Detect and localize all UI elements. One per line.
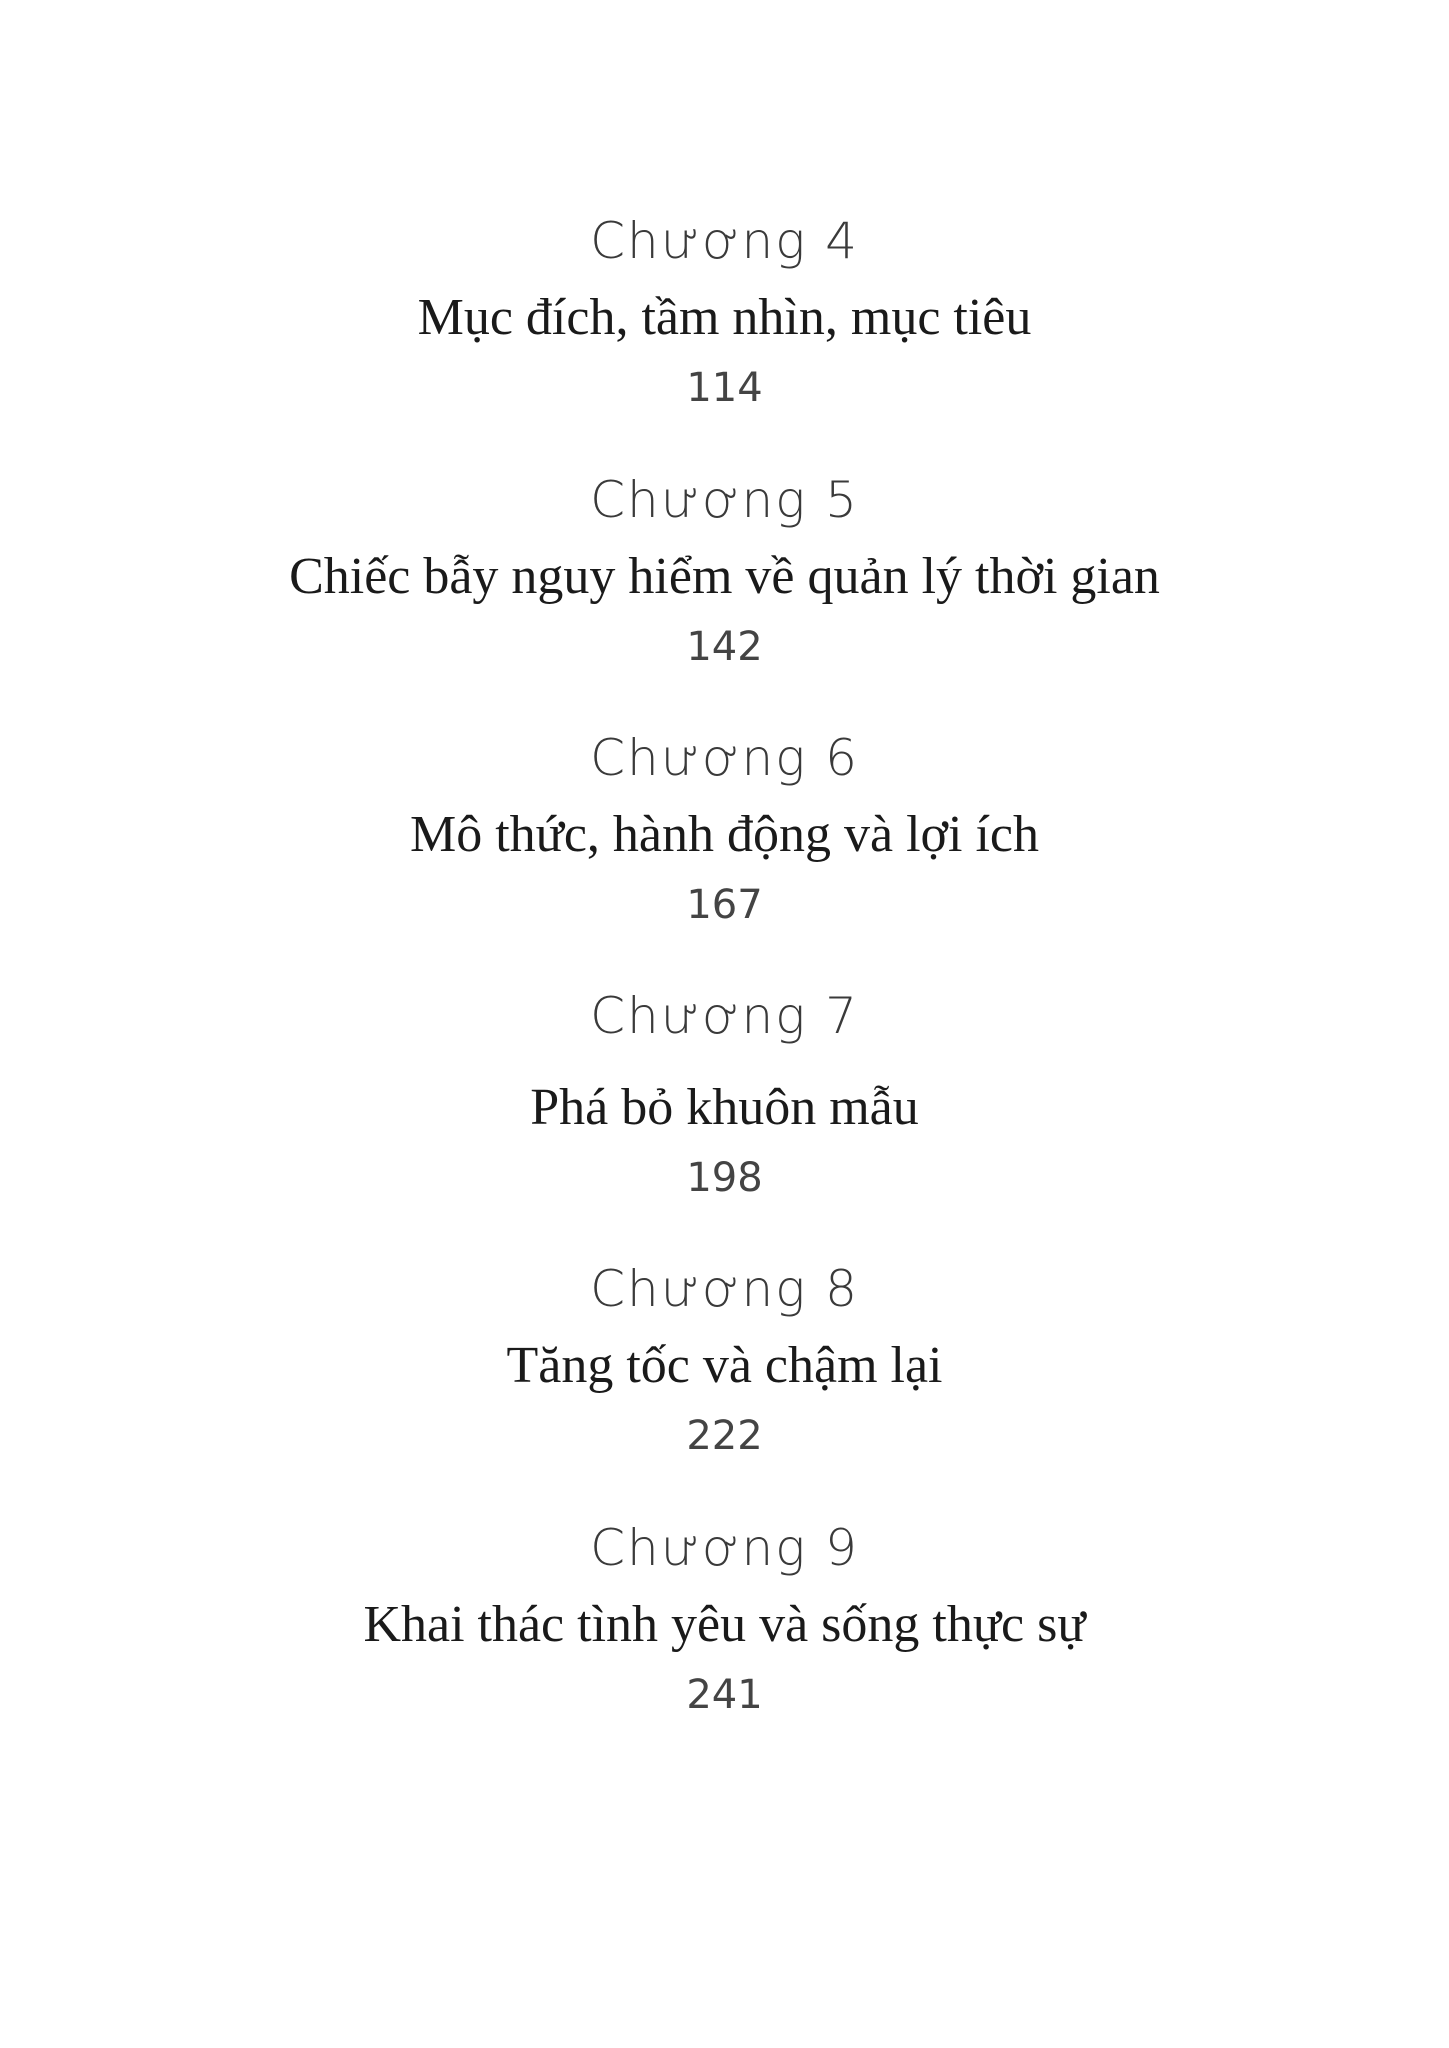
chapter-title: Tăng tốc và chậm lại: [506, 1337, 943, 1394]
chapter-title: Mục đích, tầm nhìn, mục tiêu: [417, 289, 1032, 346]
chapter-page-number: 167: [686, 882, 763, 928]
chapter-label: Chương 7: [590, 987, 859, 1045]
chapter-title: Phá bỏ khuôn mẫu: [530, 1079, 919, 1136]
chapter-title: Mô thức, hành động và lợi ích: [409, 806, 1040, 863]
chapter-page-number: 114: [686, 365, 763, 411]
chapter-page-number: 198: [686, 1155, 763, 1201]
chapter-label: Chương 6: [590, 729, 859, 787]
chapter-title: Chiếc bẫy nguy hiểm về quản lý thời gian: [289, 548, 1160, 605]
chapter-page-number: 142: [686, 624, 763, 670]
chapter-page-number: 241: [686, 1672, 763, 1718]
chapter-title: Khai thác tình yêu và sống thực sự: [363, 1596, 1086, 1653]
chapter-label: Chương 9: [590, 1519, 859, 1577]
chapter-label: Chương 8: [590, 1260, 859, 1318]
chapter-page-number: 222: [686, 1413, 763, 1459]
chapter-label: Chương 4: [590, 212, 859, 270]
chapter-label: Chương 5: [590, 471, 859, 529]
